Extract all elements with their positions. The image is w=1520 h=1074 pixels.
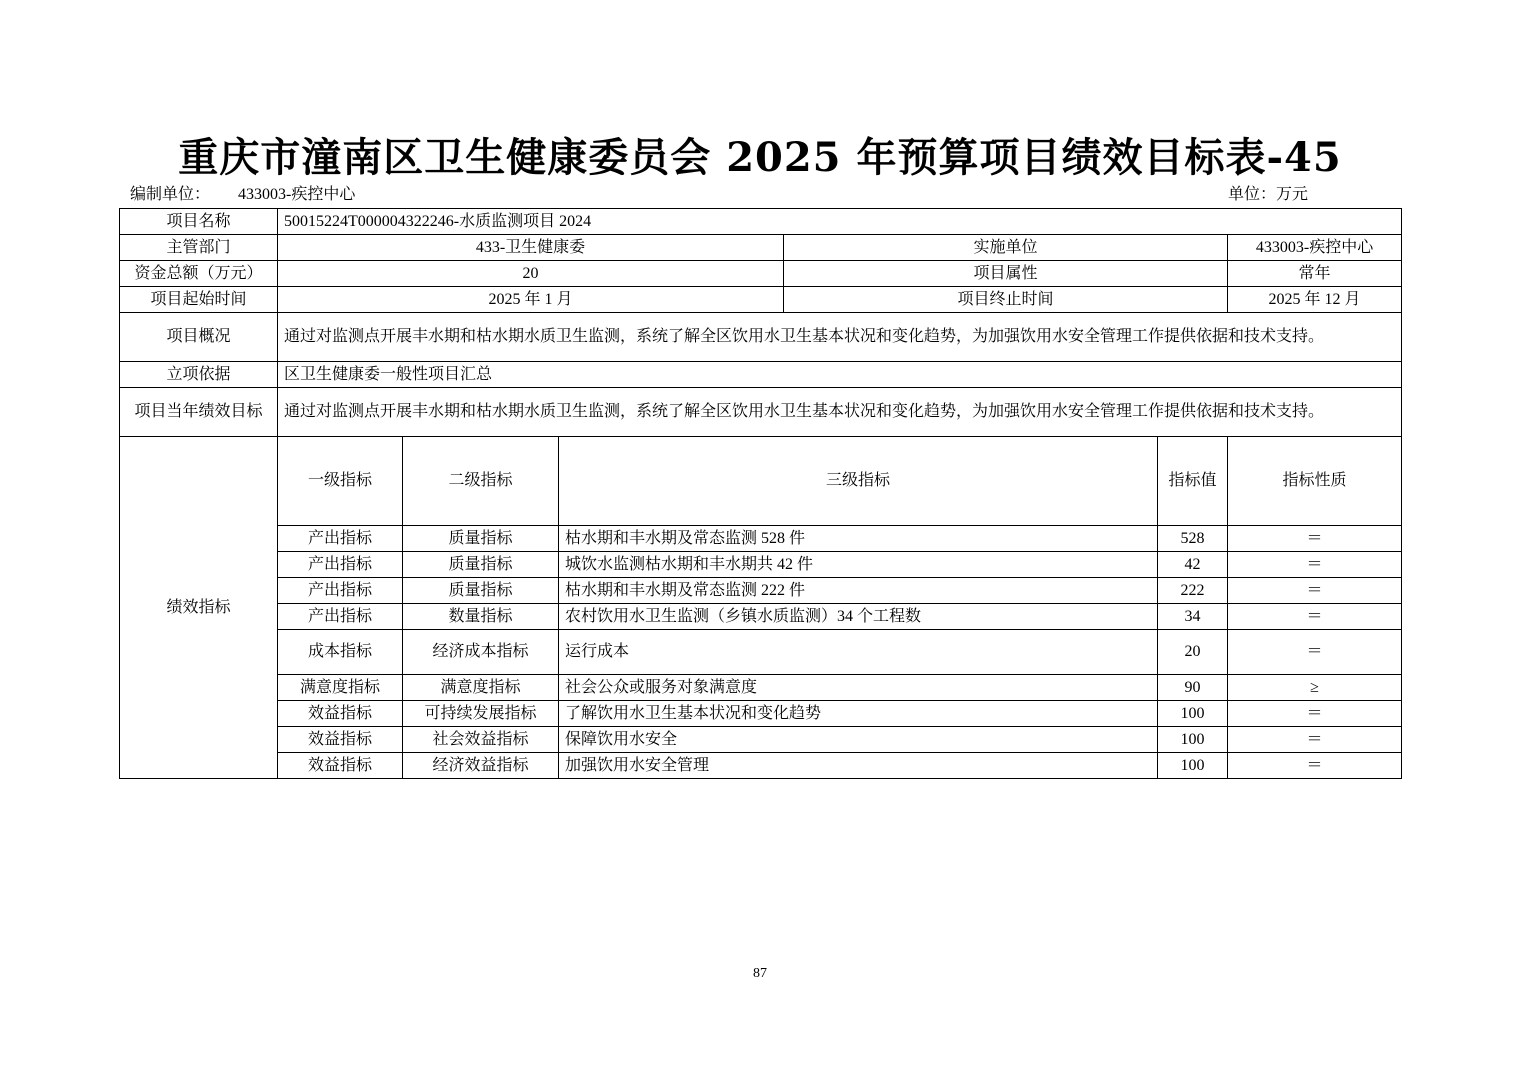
indicator-level2: 经济成本指标	[403, 630, 559, 675]
header-level1: 一级指标	[278, 437, 403, 526]
row-basis	[120, 362, 1402, 388]
indicator-level3: 运行成本	[559, 630, 1158, 675]
goal-label: 项目当年绩效目标	[120, 388, 278, 437]
compiling-unit-value: 433003-疾控中心	[238, 186, 356, 203]
indicator-nature: ＝	[1228, 604, 1402, 630]
indicator-value: 528	[1158, 526, 1228, 552]
indicator-level2: 数量指标	[403, 604, 559, 630]
indicator-level1: 产出指标	[278, 526, 403, 552]
indicator-level1: 产出指标	[278, 604, 403, 630]
indicator-level2: 质量指标	[403, 578, 559, 604]
indicator-level1: 产出指标	[278, 552, 403, 578]
indicator-nature: ≥	[1228, 675, 1402, 701]
row-department	[120, 235, 1402, 261]
compiling-unit	[130, 184, 355, 206]
indicator-nature: ＝	[1228, 578, 1402, 604]
indicator-row	[120, 675, 1402, 701]
project-name-label: 项目名称	[120, 209, 278, 235]
indicator-level1: 成本指标	[278, 630, 403, 675]
indicator-nature: ＝	[1228, 701, 1402, 727]
indicator-level3: 了解饮用水卫生基本状况和变化趋势	[559, 701, 1158, 727]
page-title: 重庆市潼南区卫生健康委员会 2025 年预算项目绩效目标表-45	[178, 134, 1342, 181]
indicator-level3: 枯水期和丰水期及常态监测 528 件	[559, 526, 1158, 552]
project-name: 50015224T000004322246-水质监测项目 2024	[278, 209, 1402, 235]
row-project-name	[120, 209, 1402, 235]
end-label: 项目终止时间	[784, 287, 1228, 313]
indicator-level2: 满意度指标	[403, 675, 559, 701]
indicator-header-row	[120, 437, 1402, 526]
indicator-row	[120, 604, 1402, 630]
attr-value: 常年	[1228, 261, 1402, 287]
row-goal	[120, 388, 1402, 437]
start-label: 项目起始时间	[120, 287, 278, 313]
indicator-nature: ＝	[1228, 552, 1402, 578]
indicator-row	[120, 526, 1402, 552]
indicator-level2: 社会效益指标	[403, 727, 559, 753]
page-number: 87	[753, 966, 767, 981]
indicator-row	[120, 552, 1402, 578]
indicator-level2: 经济效益指标	[403, 753, 559, 779]
basis-text: 区卫生健康委一般性项目汇总	[278, 362, 1402, 388]
indicator-nature: ＝	[1228, 630, 1402, 675]
row-period	[120, 287, 1402, 313]
indicator-level3: 枯水期和丰水期及常态监测 222 件	[559, 578, 1158, 604]
overview-label: 项目概况	[120, 313, 278, 362]
indicator-nature: ＝	[1228, 526, 1402, 552]
header-level3: 三级指标	[559, 437, 1158, 526]
indicator-value: 100	[1158, 701, 1228, 727]
indicator-value: 90	[1158, 675, 1228, 701]
indicator-value: 222	[1158, 578, 1228, 604]
indicator-level2: 质量指标	[403, 526, 559, 552]
start-value: 2025 年 1 月	[278, 287, 784, 313]
compiling-unit-label: 编制单位：	[130, 186, 211, 203]
attr-label: 项目属性	[784, 261, 1228, 287]
indicator-level3: 农村饮用水卫生监测（乡镇水质监测）34 个工程数	[559, 604, 1158, 630]
header-level2: 二级指标	[403, 437, 559, 526]
indicator-row	[120, 727, 1402, 753]
indicator-level1: 产出指标	[278, 578, 403, 604]
fund-label: 资金总额（万元）	[120, 261, 278, 287]
indicator-row	[120, 753, 1402, 779]
header-nature: 指标性质	[1228, 437, 1402, 526]
row-fund	[120, 261, 1402, 287]
impl-value: 433003-疾控中心	[1228, 235, 1402, 261]
indicator-level1: 效益指标	[278, 753, 403, 779]
indicator-row	[120, 701, 1402, 727]
indicator-level1: 效益指标	[278, 701, 403, 727]
performance-table	[119, 208, 1402, 779]
currency-unit: 单位：万元	[1228, 186, 1309, 203]
fund-value: 20	[278, 261, 784, 287]
indicator-level2: 质量指标	[403, 552, 559, 578]
indicator-value: 20	[1158, 630, 1228, 675]
header-value: 指标值	[1158, 437, 1228, 526]
overview-text: 通过对监测点开展丰水期和枯水期水质卫生监测，系统了解全区饮用水卫生基本状况和变化趋势，为加强饮用水安全管理工作提供依据和技术支持。	[278, 313, 1402, 362]
row-overview	[120, 313, 1402, 362]
indicator-value: 100	[1158, 753, 1228, 779]
indicator-level2: 可持续发展指标	[403, 701, 559, 727]
indicator-value: 34	[1158, 604, 1228, 630]
indicator-level3: 社会公众或服务对象满意度	[559, 675, 1158, 701]
indicator-value: 42	[1158, 552, 1228, 578]
indicator-level1: 效益指标	[278, 727, 403, 753]
dept-label: 主管部门	[120, 235, 278, 261]
indicator-row	[120, 578, 1402, 604]
indicator-level3: 保障饮用水安全	[559, 727, 1158, 753]
indicator-level3: 城饮水监测枯水期和丰水期共 42 件	[559, 552, 1158, 578]
end-value: 2025 年 12 月	[1228, 287, 1402, 313]
indicator-value: 100	[1158, 727, 1228, 753]
indicator-nature: ＝	[1228, 727, 1402, 753]
dept-value: 433-卫生健康委	[278, 235, 784, 261]
basis-label: 立项依据	[120, 362, 278, 388]
indicator-row	[120, 630, 1402, 675]
indicators-section-label: 绩效指标	[120, 437, 278, 779]
indicator-nature: ＝	[1228, 753, 1402, 779]
indicator-level1: 满意度指标	[278, 675, 403, 701]
goal-text: 通过对监测点开展丰水期和枯水期水质卫生监测，系统了解全区饮用水卫生基本状况和变化趋势，为加强饮用水安全管理工作提供依据和技术支持。	[278, 388, 1402, 437]
impl-label: 实施单位	[784, 235, 1228, 261]
indicator-level3: 加强饮用水安全管理	[559, 753, 1158, 779]
